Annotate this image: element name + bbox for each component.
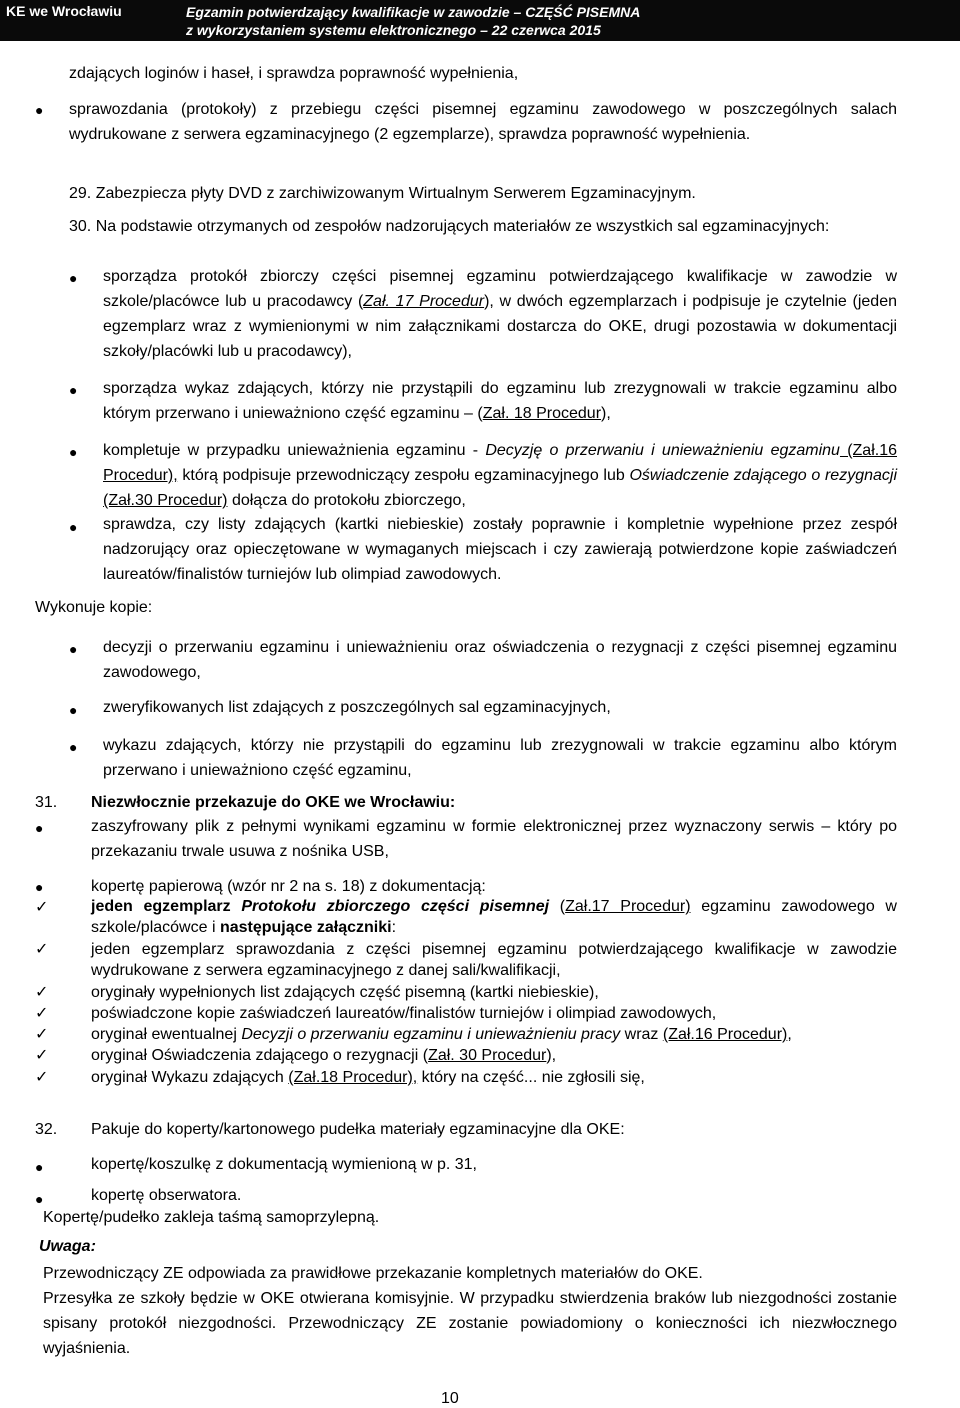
check-decyzja: oryginał ewentualnej Decyzji o przerwaniu egzaminu i unieważnieniu pracy wraz (Zał.16 Procedur), — [91, 1026, 792, 1043]
check-mark-icon: ✓ — [35, 941, 49, 958]
b30-sprawdza: sprawdza, czy listy zdających (kartki niebieskie) zostały poprawnie i kompletnie wypełnione przez zespół nadzorujący oraz opieczętowane w wymaganych miejscach i czy zawierają potwierdzone kopie zaświadczeń laureatów/finalistów turniejów lub olimpiad zawodowych. — [103, 516, 897, 583]
header-org: KE we Wrocławiu — [6, 3, 122, 19]
header-title-line2: z wykorzystaniem systemu elektronicznego – 22 czerwca 2015 — [186, 22, 601, 38]
paragraph-sprawozdania: sprawozdania (protokoły) z przebiegu części pisemnej egzaminu zawodowego w poszczególnych salach wydrukowane z serwera egzaminacyjnego (2 egzemplarze), sprawdza poprawność wypełnienia. — [69, 101, 897, 143]
check-mark-icon: ✓ — [35, 1026, 49, 1043]
check-sprawozdanie: jeden egzemplarz sprawozdania z części pisemnej egzaminu potwierdzającego kwalifikacje w zawodzie wydrukowane z serwera egzaminacyjnego z danej sali/kwalifikacji, — [91, 941, 897, 979]
link-zal18: Zał. 18 Procedur — [482, 405, 602, 422]
item-30-number: 30. — [69, 218, 92, 235]
link-zal18b: (Zał.18 Procedur), — [288, 1069, 418, 1086]
check-listy: oryginały wypełnionych list zdających część pisemną (kartki niebieskie), — [91, 984, 599, 1001]
item-32-number: 32. — [35, 1121, 58, 1138]
page-number: 10 — [441, 1390, 459, 1407]
check-mark-icon: ✓ — [35, 1047, 49, 1064]
header-title-line1: Egzamin potwierdzający kwalifikacje w zawodzie – CZĘŚĆ PISEMNA — [186, 4, 641, 20]
page-header — [0, 0, 960, 41]
bullet-dot-icon: ● — [35, 879, 44, 895]
kopie-label: Wykonuje kopie: — [35, 599, 153, 616]
paragraph-uwaga-1: Przewodniczący ZE odpowiada za prawidłowe przekazanie kompletnych materiałów do OKE. — [43, 1265, 703, 1282]
link-zal17: Zał. 17 Procedur — [363, 293, 485, 310]
paragraph-login: zdających loginów i haseł, i sprawdza poprawność wypełnienia, — [69, 65, 519, 82]
check-oswiadczenie: oryginał Oświadczenia zdającego o rezygnacji (Zał. 30 Procedur), — [91, 1047, 557, 1064]
kopie-item-2: zweryfikowanych list zdających z poszczególnych sal egzaminacyjnych, — [103, 699, 611, 716]
paragraph-uwaga-2: Przesyłka ze szkoły będzie w OKE otwierana komisyjnie. W przypadku stwierdzenia braków lub niezgodności zostanie spisany protokół niezgodności. Przewodniczący ZE zostanie powiadomiony o konieczności ich niezwłocznego wyjaśnienia. — [43, 1290, 897, 1357]
paragraph-zakleja: Kopertę/pudełko zakleja taśmą samoprzylepną. — [43, 1209, 380, 1226]
bullet-dot-icon: ● — [69, 739, 78, 755]
check-zaswiadczenia: poświadczone kopie zaświadczeń laureatów/finalistów turniejów i olimpiad zawodowych, — [91, 1005, 717, 1022]
item-29 — [69, 184, 696, 204]
bullet-dot-icon: ● — [35, 1159, 44, 1175]
link-zal30b: Zał. 30 Procedur — [428, 1047, 547, 1064]
item-30 — [69, 214, 897, 239]
b32-obserwator: kopertę obserwatora. — [91, 1187, 242, 1204]
item-31-number: 31. — [35, 794, 58, 811]
b32-koszulka: kopertę/koszulkę z dokumentacją wymienioną w p. 31, — [91, 1156, 477, 1173]
item-32-text: Pakuje do koperty/kartonowego pudełka materiały egzaminacyjne dla OKE: — [91, 1121, 625, 1138]
bullet-dot-icon: ● — [69, 702, 78, 718]
uwaga-label: Uwaga: — [39, 1238, 96, 1255]
header-title — [186, 3, 640, 39]
bullet-dot-icon: ● — [35, 1191, 44, 1207]
b30-protokol: sporządza protokół zbiorczy części pisemnej egzaminu potwierdzającego kwalifikacje w zawodzie w szkole/placówce lub u pracodawcy (Zał. 17 Procedur), w dwóch egzemplarzach i podpisuje je czytelnie (jeden egzemplarz wraz z wymienionymi w nim załącznikami dostarcza do OKE, drugi pozostawia w dokumentacji szkoły/placówki lub u pracodawcy), — [103, 268, 897, 360]
check-protokol: jeden egzemplarz Protokołu zbiorczego części pisemnej (Zał.17 Procedur) egzaminu zawodowego w szkole/placówce i następujące załączniki: — [91, 898, 897, 936]
b30-wykaz: sporządza wykaz zdających, którzy nie przystąpili do egzaminu lub zrezygnowali w trakcie egzaminu albo którym przerwano i unieważniono część egzaminu – (Zał. 18 Procedur), — [103, 380, 897, 422]
bullet-dot-icon: ● — [35, 102, 44, 118]
bullet-dot-icon: ● — [35, 820, 44, 836]
check-mark-icon: ✓ — [35, 1069, 49, 1086]
link-zal30: (Zał.30 Procedur) — [103, 492, 228, 509]
link-zal17b: Zał.17 Procedur) — [565, 898, 691, 915]
check-mark-icon: ✓ — [35, 984, 49, 1001]
kopie-item-3: wykazu zdających, którzy nie przystąpili do egzaminu lub zrezygnowali w trakcie egzaminu albo którym przerwano i unieważniono część egzaminu, — [103, 737, 897, 779]
bullet-dot-icon: ● — [69, 382, 78, 398]
b31-plik: zaszyfrowany plik z pełnymi wynikami egzaminu w formie elektronicznej przez wyznaczony serwis – który po przekazaniu trwale usuwa z nośnika USB, — [91, 818, 897, 860]
item-30-text: Na podstawie otrzymanych od zespołów nadzorujących materiałów ze wszystkich sal egzaminacyjnych: — [95, 218, 830, 235]
kopie-item-1: decyzji o przerwaniu egzaminu i unieważnieniu oraz oświadczenia o rezygnacji z części pisemnej egzaminu zawodowego, — [103, 639, 897, 681]
check-mark-icon: ✓ — [35, 899, 49, 916]
b30-kompletuje: kompletuje w przypadku unieważnienia egzaminu - Decyzję o przerwaniu i unieważnieniu egzaminu (Zał.16 Procedur), którą podpisuje przewodniczący zespołu egzaminacyjnego lub Oświadczenie zdającego o rezygnacji (Zał.30 Procedur) dołącza do protokołu zbiorczego, — [103, 442, 897, 509]
b31-koperta: kopertę papierową (wzór nr 2 na s. 18) z dokumentacją: — [91, 878, 486, 895]
bullet-dot-icon: ● — [69, 444, 78, 460]
item-31-title: Niezwłocznie przekazuje do OKE we Wrocławiu: — [91, 794, 456, 811]
link-zal16: (Zał.16 Procedur), — [103, 442, 897, 484]
check-mark-icon: ✓ — [35, 1005, 49, 1022]
bullet-dot-icon: ● — [69, 641, 78, 657]
bullet-dot-icon: ● — [69, 270, 78, 286]
check-wykaz: oryginał Wykazu zdających (Zał.18 Procedur), który na część... nie zgłosili się, — [91, 1069, 645, 1086]
link-zal16b: (Zał.16 Procedur) — [662, 1026, 788, 1043]
item-29-text: Zabezpiecza płyty DVD z zarchiwizowanym Wirtualnym Serwerem Egzaminacyjnym. — [95, 185, 696, 202]
bullet-dot-icon: ● — [69, 519, 78, 535]
item-29-number: 29. — [69, 185, 92, 202]
